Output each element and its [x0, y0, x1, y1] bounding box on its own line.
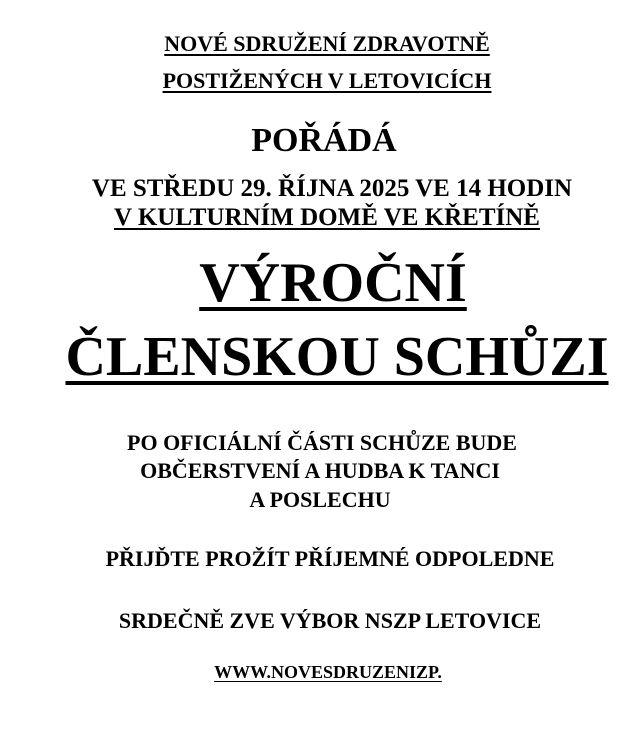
signature-line: SRDEČNĚ ZVE VÝBOR NSZP LETOVICE	[118, 608, 542, 633]
event-venue: V KULTURNÍM DOMĚ VE KŘETÍNĚ	[113, 204, 540, 231]
program-line-3: A POSLECHU	[249, 487, 391, 512]
invitation-line: PŘIJĎTE PROŽÍT PŘÍJEMNÉ ODPOLEDNE	[105, 546, 555, 571]
program-line-1: PO OFICIÁLNÍ ČÁSTI SCHŮZE BUDE	[127, 430, 517, 455]
event-date: VE STŘEDU 29. ŘÍJNA 2025 VE 14 HODIN	[91, 175, 573, 202]
website-link[interactable]: WWW.NOVESDRUZENIZP.	[214, 662, 442, 682]
organizer-line-1: NOVÉ SDRUŽENÍ ZDRAVOTNĚ	[164, 31, 490, 56]
organizer-heading	[7, 33, 640, 55]
event-title-wrap-1	[13, 252, 640, 314]
organizer-heading-2	[7, 70, 640, 92]
event-title-wrap-2	[17, 326, 640, 388]
website-wrap	[8, 663, 640, 681]
event-title-line-1: VÝROČNÍ	[199, 252, 467, 314]
organizer-line-2: POSTIŽENÝCH V LETOVICÍCH	[162, 68, 492, 93]
event-venue-wrap	[7, 205, 640, 230]
event-title-line-2: ČLENSKOU SCHŮZI	[65, 326, 609, 388]
porada-heading: POŘÁDÁ	[251, 122, 397, 159]
program-line-2: OBČERSTVENÍ A HUDBA K TANCI	[140, 458, 500, 483]
